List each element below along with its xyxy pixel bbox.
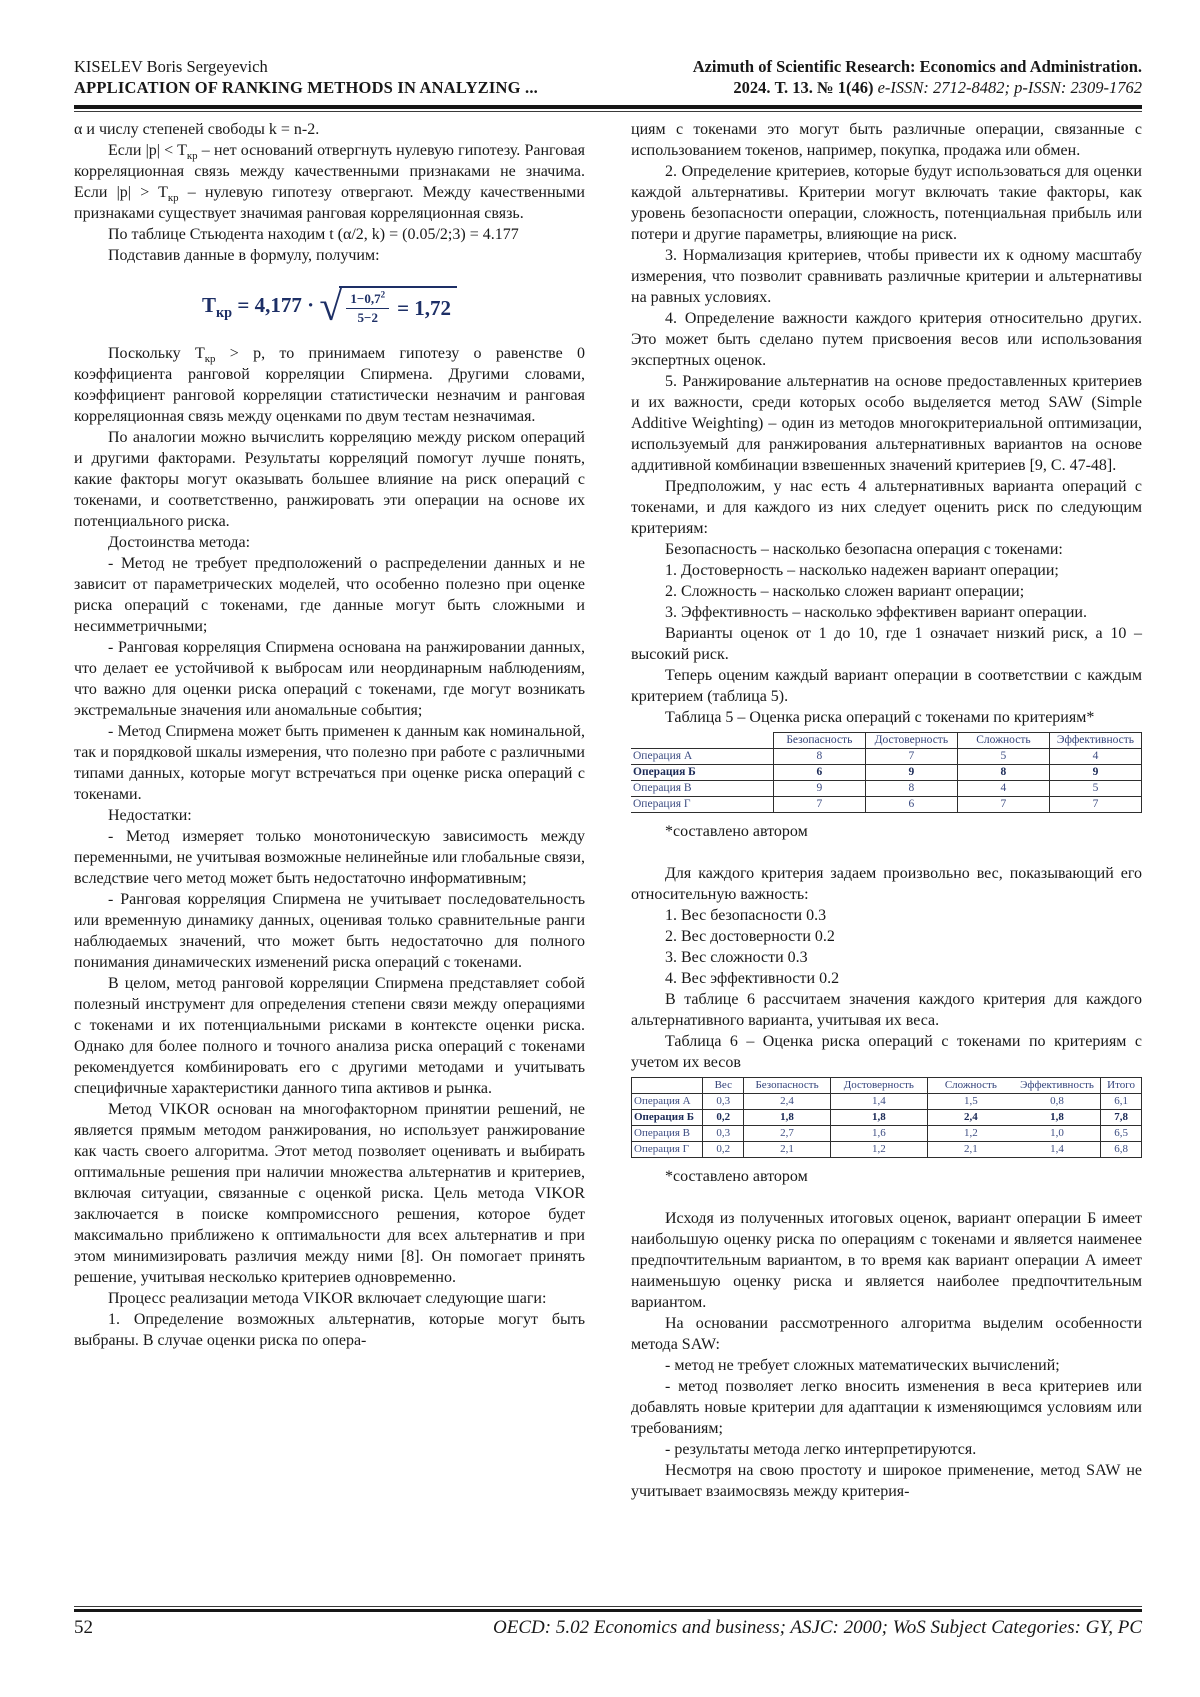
paragraph: 3. Вес сложности 0.3 [665,949,808,967]
journal-name: Azimuth of Scientific Research: Economics and Administration. [692,57,1142,76]
cell: 1,2 [927,1126,1014,1142]
paragraph: Варианты оценок от 1 до 10, где 1 означает низкий риск, а 10 – высокий риск. [631,625,1142,664]
paragraph: На основании рассмотренного алгоритма выделим особенности метода SAW: [631,1315,1142,1354]
table-row [632,1126,1142,1142]
fraction-numerator: $1-0,7^2$ [346,291,389,309]
issue-issn: e-ISSN: 2712-8482; p-ISSN: 2309-1762 [877,78,1142,98]
fraction-denominator: 5−2 [357,309,378,325]
paragraph: Метод VIKOR основан на многофакторном принятии решений, не является прямым методом ранжирования, но использует ранжирование как часть своего алгоритма. Этот метод позволяет оценивать и выбирать оптимальные решения при наличии множества альтернатив и критериев, включая ситуации, связанные с оценкой риска. Цель метода VIKOR заключается в поиске компромиссного решения, которое будет максимально приближено к оптимальности для всех альтернатив и при этом минимизировать различия между ними [8]. Он помогает принять решение, учитывая несколько критериев одновременно. [74,1101,585,1287]
paragraph: 3. Эффективность – насколько эффективен вариант операции. [665,604,1087,622]
subscript: кр [215,305,233,322]
column-header: Достоверность [865,733,957,749]
cell: 6 [865,797,957,813]
cell: 0,8 [1014,1094,1101,1110]
cell: 1,8 [830,1110,927,1126]
table-row [632,1110,1142,1126]
paragraph: 1. Достоверность – насколько надежен вариант операции; [665,562,1059,580]
paragraph: Безопасность – насколько безопасна операция с токенами: [665,541,1063,559]
paragraph: Подставив данные в формулу, получим: [108,247,380,265]
cell: 2,4 [744,1094,831,1110]
column-header: Вес [703,1078,744,1094]
table-footnote: *составлено автором [665,1168,808,1186]
cell: 0,3 [703,1126,744,1142]
paper-title: APPLICATION OF RANKING METHODS IN ANALYZING ... [74,78,538,98]
cell: 2,1 [927,1142,1014,1158]
paragraph: 2. Вес достоверности 0.2 [665,928,835,946]
cell: 8 [957,765,1049,781]
cell: 9 [773,781,865,797]
table-6 [631,1077,1142,1158]
cell: 1,2 [830,1142,927,1158]
author-name: KISELEV Boris Sergeyevich [74,57,268,76]
cell: 1,0 [1014,1126,1101,1142]
header-left [74,56,538,98]
paragraph: В таблице 6 рассчитаем значения каждого критерия для каждого альтернативного варианта, учитывая их веса. [631,991,1142,1030]
cell: 1,8 [744,1110,831,1126]
paragraph: - Метод не требует предположений о распределении данных и не зависит от параметрических моделей, что особенно полезно при оценке риска операций с токенами, где данные могут быть сложными и несимметричными; [74,555,585,636]
paragraph: Таблица 6 – Оценка риска операций с токенами по критериям с учетом их весов [631,1033,1142,1072]
two-column-body [0,112,1200,1607]
row-label: Операция А [631,749,773,765]
column-header: Эффективность [1014,1078,1101,1094]
table-5 [631,732,1142,813]
paragraph: 5. Ранжирование альтернатив на основе предоставленных критериев и их важности, среди которых особо выделяется метод SAW (Simple Additive Weighting) – один из методов многокритериальной оптимизации, используемый для ранжирования альтернативных вариантов на основе аддитивной комбинации взвешенных значений критериев [9, С. 47-48]. [631,373,1142,475]
superscript: 2 [380,289,386,300]
square-root [319,283,457,330]
table-header-row [631,733,1142,749]
page-footer [0,1606,1200,1639]
issue-info [693,77,1142,98]
table-footnote: *составлено автором [665,823,808,841]
paragraph: 1. Определение возможных альтернатив, которые могут быть выбраны. В случае оценки риска по опера- [74,1311,585,1350]
paragraph: 3. Нормализация критериев, чтобы привести их к одному масштабу измерения, что позволит сравнивать различные критерии и альтернативы на равных условиях. [631,247,1142,307]
cell: 4 [957,781,1049,797]
table-6-wrap [631,1077,1142,1158]
paragraph: Для каждого критерия задаем произвольно вес, показывающий его относительную важность: [631,865,1142,904]
cell: 1,8 [1014,1110,1101,1126]
paragraph: Если $|p| < T_{кр}$ – нет оснований отвергнуть нулевую гипотезу. Ранговая корреляционная связь между качественными признаками не значима. Если $|p| > T_{кр}$ – нулевую гипотезу отвергают. Между качественными признаками существует значимая ранговая корреляционная связь. [74,142,585,223]
row-label: Операция Б [632,1110,703,1126]
paragraph: - результаты метода легко интерпретируются. [665,1441,977,1459]
table-row [631,749,1142,765]
paragraph: Теперь оценим каждый вариант операции в соответствии с каждым критерием (таблица 5). [631,667,1142,706]
cell: 6,1 [1101,1094,1142,1110]
subscript: кр [204,353,216,366]
paragraph: 4. Определение важности каждого критерия относительно других. Это может быть сделано путем присвоения весов или использования экспертных оценок. [631,310,1142,370]
cell: 5 [1049,781,1141,797]
formula [74,283,585,330]
cell: 0,3 [703,1094,744,1110]
paragraph: В целом, метод ранговой корреляции Спирмена представляет собой полезный инструмент для определения степени связи между операциями с токенами и их потенциальными рисками в контексте оценки риска. Однако для более полного и точного анализа риска операций с токенами рекомендуется комбинировать его с другими методами и учитывать специфичные характеристики данного типа активов и рынка. [74,975,585,1098]
column-right [631,119,1142,1607]
paragraph: Процесс реализации метода VIKOR включает следующие шаги: [108,1290,547,1308]
cell: 6 [773,765,865,781]
cell: 7,8 [1101,1110,1142,1126]
paragraph: - Ранговая корреляция Спирмена основана на ранжировании данных, что делает ее устойчивой к выбросам или неординарным наблюдениям, что важно для оценки риска операций с токенами, где могут возникать экстремальные значения или аномальные события; [74,639,585,720]
column-header: Сложность [927,1078,1014,1094]
cell: 8 [865,781,957,797]
table-row [631,765,1142,781]
footer-row [0,1612,1200,1639]
cell: 7 [865,749,957,765]
paragraph: 2. Сложность – насколько сложен вариант операции; [665,583,1025,601]
table-row [631,781,1142,797]
column-header: Безопасность [773,733,865,749]
row-label: Операция В [632,1126,703,1142]
cell: 2,7 [744,1126,831,1142]
cell: 4 [1049,749,1141,765]
row-label: Операция Г [632,1142,703,1158]
formula-lhs: $T_{кр} = 4,177$ · [201,293,320,322]
cell: 1,4 [1014,1142,1101,1158]
paragraph: - Метод измеряет только монотоническую зависимость между переменными, не учитывая возможные нелинейные или глобальные связи, вследствие чего метод может быть недостаточно информативным; [74,828,585,888]
row-label: Операция Г [631,797,773,813]
cell: 0,2 [703,1142,744,1158]
paragraph: Несмотря на свою простоту и широкое применение, метод SAW не учитывает взаимосвязь между критерия- [631,1462,1142,1501]
column-header: Итого [1101,1078,1142,1094]
page-number: 52 [74,1617,93,1638]
row-label: Операция Б [631,765,773,781]
cell: 7 [1049,797,1141,813]
cell: 2,1 [744,1142,831,1158]
column-header: Эффективность [1049,733,1141,749]
cell: 6,8 [1101,1142,1142,1158]
paragraph: 4. Вес эффективности 0.2 [665,970,840,988]
fraction [346,291,389,325]
table-row [631,797,1142,813]
header-rule [74,105,1142,112]
paragraph: 1. Вес безопасности 0.3 [665,907,827,925]
column-header: Сложность [957,733,1049,749]
column-left [74,119,585,1607]
cell: 2,4 [927,1110,1014,1126]
paragraph: По аналогии можно вычислить корреляцию между риском операций и другими факторами. Результаты корреляций помогут лучше понять, какие факторы могут оказывать большее влияние на риск операций с токенами, и соответственно, ранжировать эти операции на основе их потенциального риска. [74,429,585,531]
header-right [693,56,1142,98]
column-header: Достоверность [830,1078,927,1094]
page-header [0,0,1200,103]
paragraph: 2. Определение критериев, которые будут использоваться для оценки каждой альтернативы. Критерии могут включать такие факторы, как уровень безопасности операции, сложность, потенциальная прибыль или потери и другие параметры, влияющие на риск. [631,163,1142,244]
paragraph: Недостатки: [108,807,192,825]
cell: 0,2 [703,1110,744,1126]
footer-categories: OECD: 5.02 Economics and business; ASJC: 2000; WoS Subject Categories: GY, PC [493,1617,1142,1638]
cell: 5 [957,749,1049,765]
paragraph: Предположим, у нас есть 4 альтернативных варианта операций с токенами, и для каждого из них следует оценить риск по следующим критериям: [631,478,1142,538]
paragraph: - метод не требует сложных математических вычислений; [665,1357,1060,1375]
paragraph: - метод позволяет легко вносить изменения в веса критериев или добавлять новые критерии для адаптации к изменяющимся условиям или требованиям; [631,1378,1142,1438]
cell: 8 [773,749,865,765]
cell: 1,4 [830,1094,927,1110]
table-row [632,1094,1142,1110]
cell: 7 [773,797,865,813]
paragraph: Поскольку $T_{кр} > p$, то принимаем гипотезу о равенстве 0 коэффициента ранговой корреляции Спирмена. Другими словами, коэффициент ранговой корреляции статистически незначим и ранговая корреляционная связь между оценками по двум тестам незначимая. [74,345,586,426]
cell: 7 [957,797,1049,813]
formula-result: = 1,72 [397,295,452,320]
cell: 1,5 [927,1094,1014,1110]
paragraph: Достоинства метода: [108,534,251,552]
table-header-row [632,1078,1142,1094]
cell: 9 [1049,765,1141,781]
table-row [632,1142,1142,1158]
column-header [631,733,773,749]
paragraph: По таблице Стьюдента находим t (α/2, k) = (0.05/2;3) = 4.177 [108,226,519,244]
paragraph: Исходя из полученных итоговых оценок, вариант операции Б имеет наибольшую оценку риска по операциям с токенами и является наименее предпочтительным вариантом, в то время как вариант операции А имеет наименьшую оценку риска и является наиболее предпочтительным вариантом. [631,1210,1142,1312]
paragraph: - Ранговая корреляция Спирмена не учитывает последовательность или временную динамику данных, оценивая только сравнительные ранги наблюдаемых значений, что может быть недостаточно для полного понимания динамических изменений риска операций с токенами. [74,891,585,972]
cell: 6,5 [1101,1126,1142,1142]
paragraph: α и числу степеней свободы k = n-2. [74,121,320,139]
radical-sign-icon: √ [319,283,343,330]
cell: 1,6 [830,1126,927,1142]
paragraph: Таблица 5 – Оценка риска операций с токенами по критериям* [665,709,1095,727]
row-label: Операция А [632,1094,703,1110]
subscript: кр [167,192,179,205]
column-header: Безопасность [744,1078,831,1094]
subscript: кр [186,150,198,163]
column-header [632,1078,703,1094]
radicand [339,286,457,325]
cell: 9 [865,765,957,781]
paragraph: циям с токенами это могут быть различные операции, связанные с использованием токенов, например, покупка, продажа или обмен. [631,121,1142,160]
table-5-wrap [631,732,1142,813]
row-label: Операция В [631,781,773,797]
paragraph: - Метод Спирмена может быть применен к данным как номинальной, так и порядковой шкалы измерения, что полезно при работе с различными типами данных, которые могут встречаться при оценке риска операций с токенами. [74,723,585,804]
issue-volume: 2024. Т. 13. № 1(46) [733,78,874,98]
